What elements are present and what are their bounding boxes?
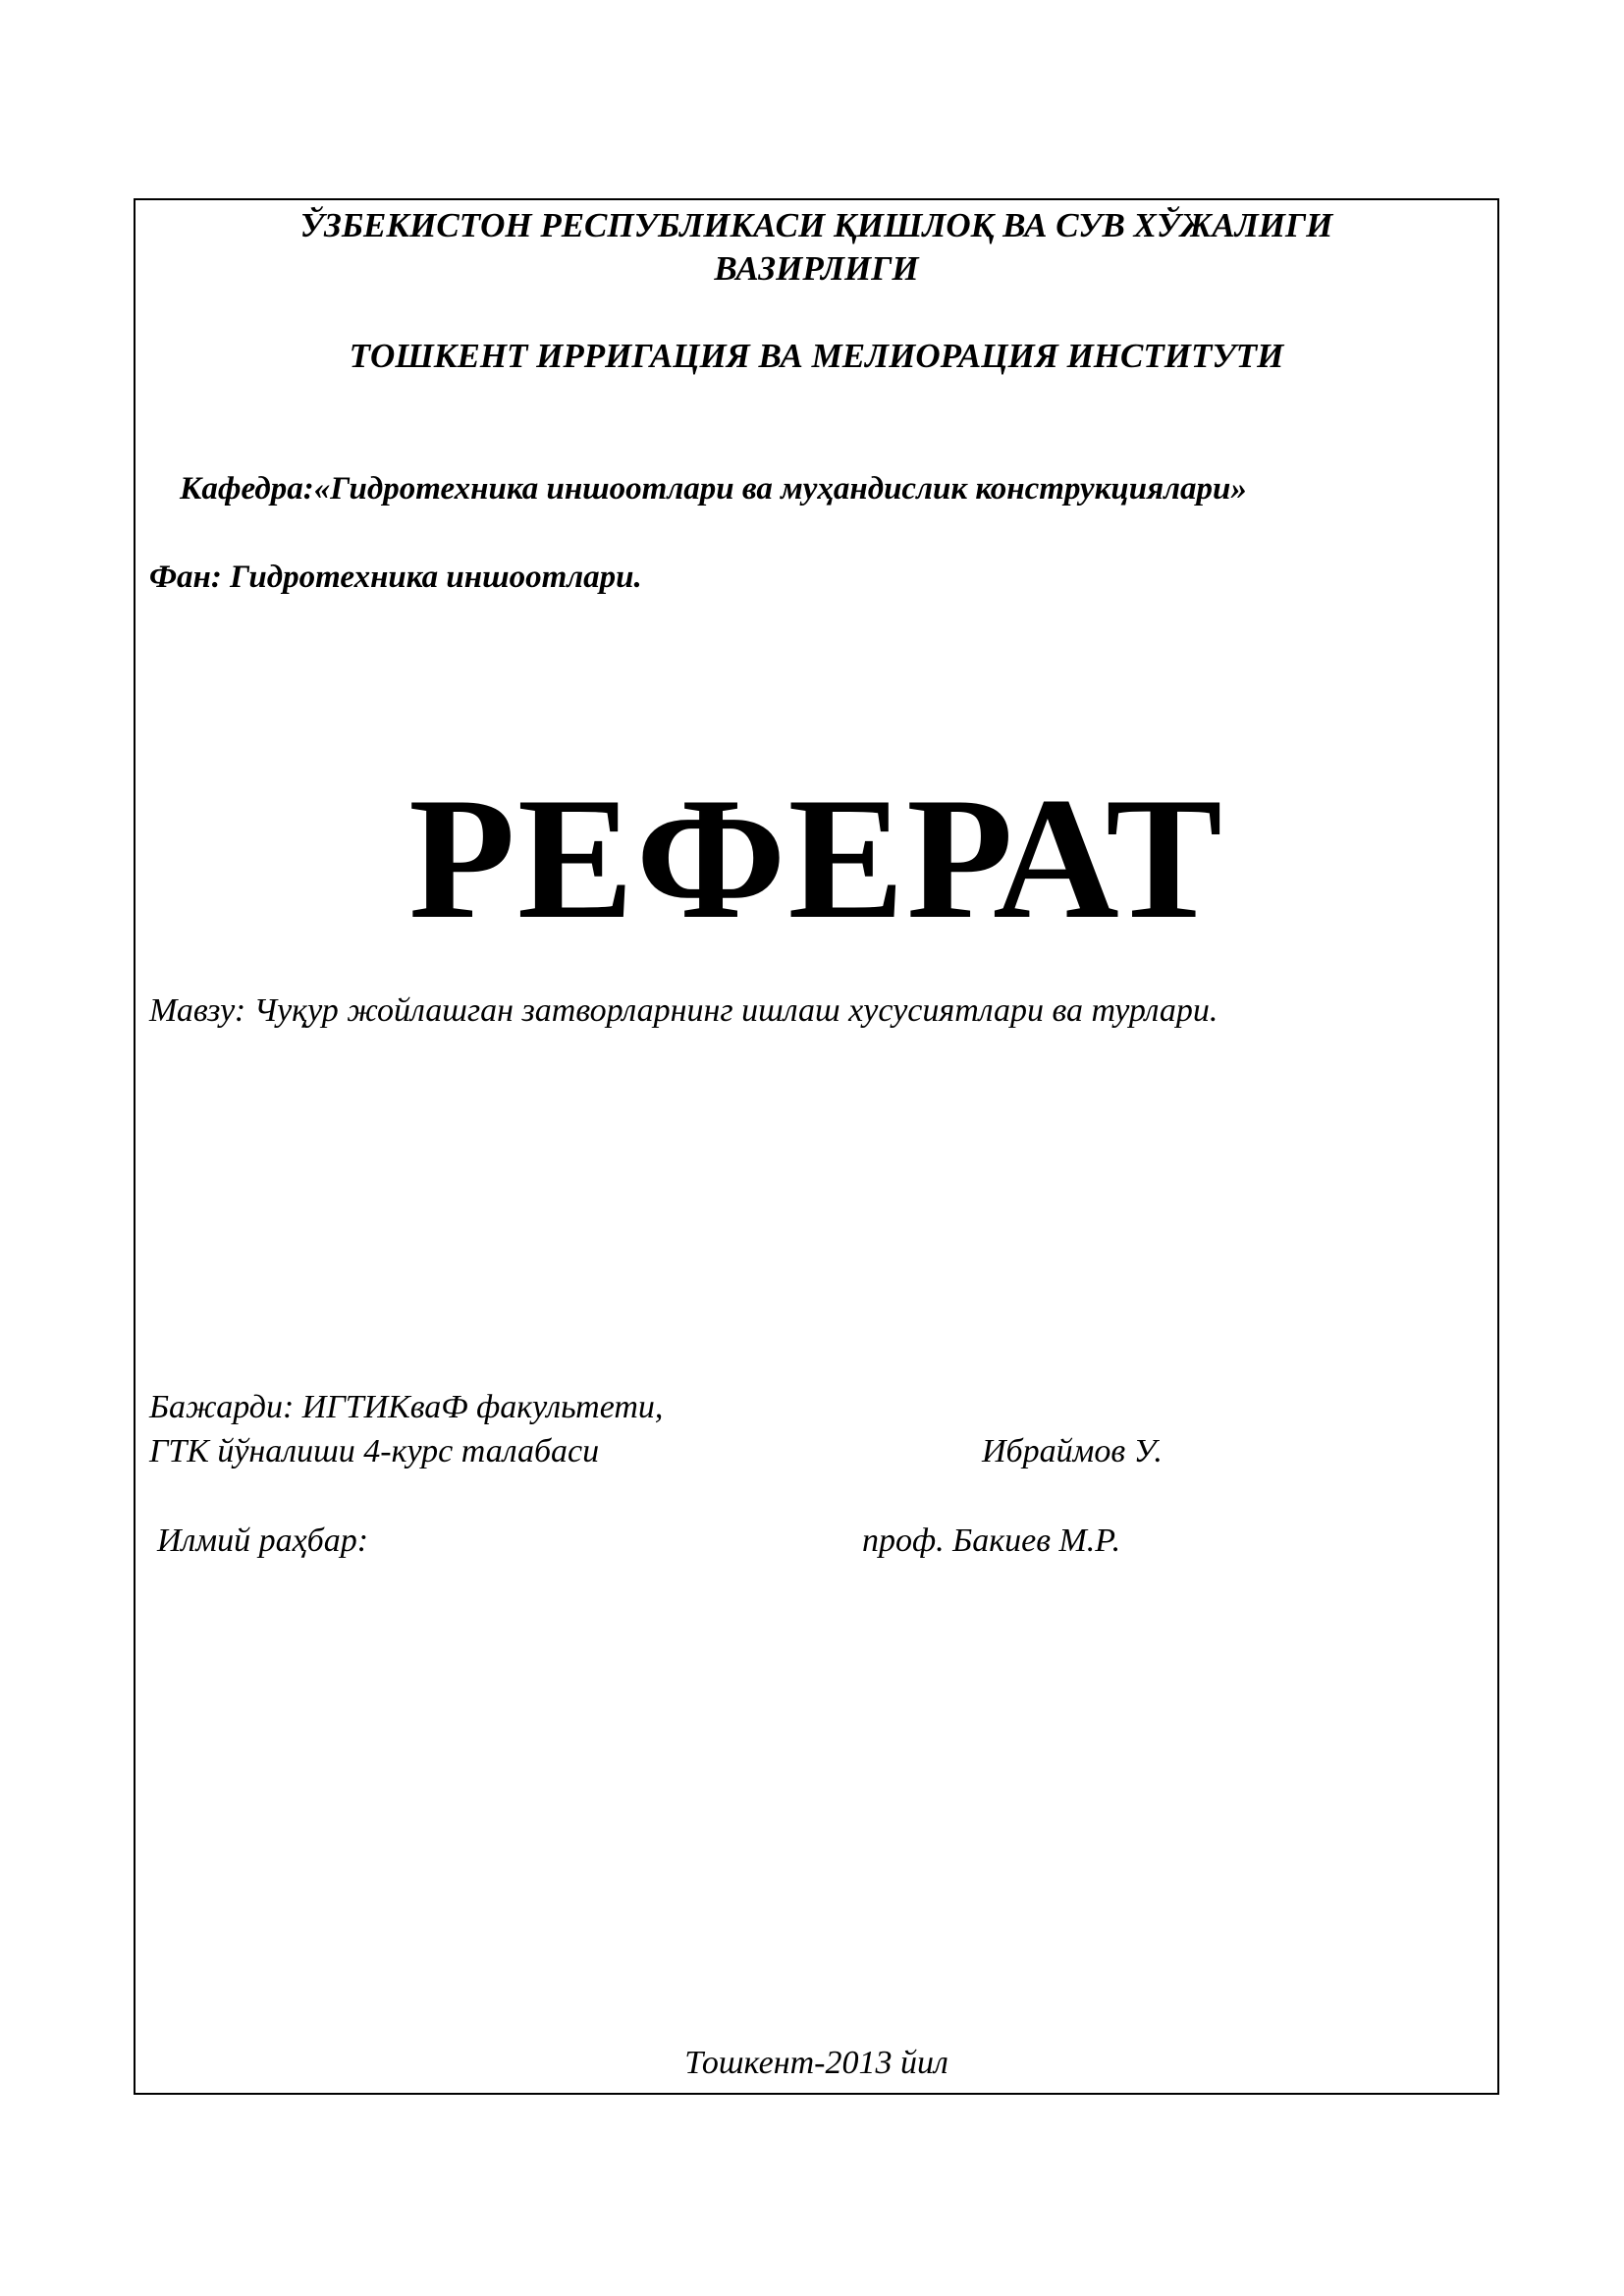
supervisor-name: проф. Бакиев М.Р. <box>862 1522 1121 1559</box>
ministry-line-2: ВАЗИРЛИГИ <box>714 249 919 288</box>
supervisor-label: Илмий раҳбар: <box>157 1522 369 1559</box>
author-faculty-line: Бажарди: ИГТИКваФ факультети, <box>149 1389 664 1425</box>
topic-line: Мавзу: Чуқур жойлашган затворларнинг ишлаш хусусиятлари ва турлари. <box>149 992 1218 1029</box>
institute-name: ТОШКЕНТ ИРРИГАЦИЯ ВА МЕЛИОРАЦИЯ ИНСТИТУТИ <box>349 337 1284 375</box>
author-name: Ибраймов У. <box>982 1433 1163 1469</box>
ministry-line-1: ЎЗБЕКИСТОН РЕСПУБЛИКАСИ ҚИШЛОҚ ВА СУВ ХЎЖАЛИГИ <box>299 206 1333 244</box>
city-year-footer: Тошкент-2013 йил <box>684 2045 948 2081</box>
document-title: РЕФЕРАТ <box>408 761 1224 955</box>
author-course-line: ГТК йўналиши 4-курс талабаси <box>149 1433 600 1469</box>
subject-line: Фан: Гидротехника иншоотлари. <box>149 560 642 595</box>
department-line: Кафедра:«Гидротехника иншоотлари ва муҳандислик конструкциялари» <box>180 471 1247 507</box>
